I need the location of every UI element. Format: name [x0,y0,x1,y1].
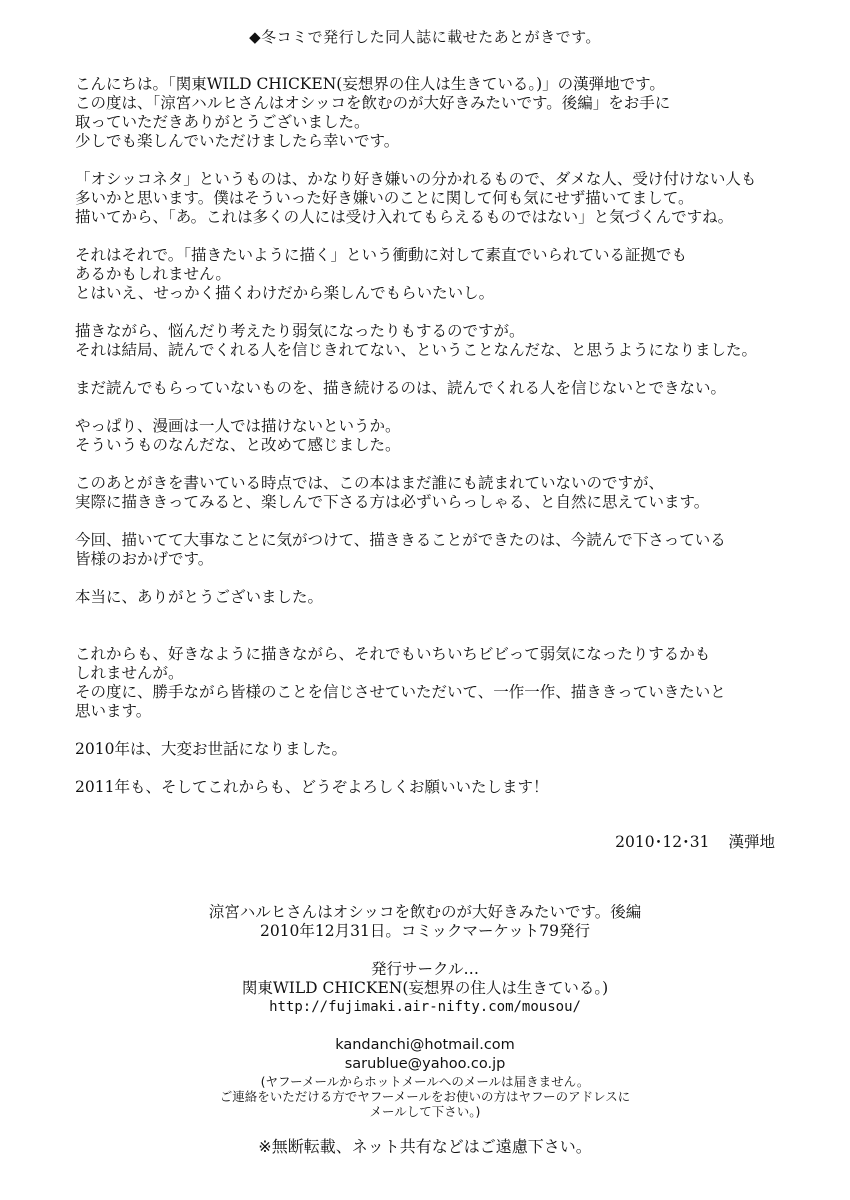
release-info: 2010年12月31日。コミックマーケット79発行 [259,922,591,940]
text-line: 取っていただきありがとうございました。 [75,113,370,131]
page-header: ◆冬コミで発行した同人誌に載せたあとがきです。 [249,28,601,46]
text-line: 2011年も、そしてこれからも、どうぞよろしくお願いいたします！ [75,778,549,796]
paragraph-2011 [75,778,785,797]
paragraph-readers [75,474,785,512]
text-line: このあとがきを書いている時点では、この本はまだ誰にも読まれていないのですが、 [75,474,665,492]
text-line: これからも、好きなように描きながら、それでもいちいちビビって弱気になったりするかも [75,645,711,663]
text-line: 今回、描いてて大事なことに気がつけて、描ききることができたのは、今読んで下さっている [75,531,726,549]
text-line: とはいえ、せっかく描くわけだから楽しんでもらいたいし。 [75,284,495,302]
paragraph-topic [75,170,785,227]
text-line: その度に、勝手ながら皆様のことを信じさせていただいて、一作一作、描ききっていきたいと [75,683,726,701]
paragraph-manga [75,417,785,455]
circle-label: 発行サークル… [370,960,480,978]
paragraph-2010 [75,740,785,759]
website-url: http://fujimaki.air-nifty.com/mousou/ [269,999,581,1015]
text-line: まだ読んでもらっていないものを、描き続けるのは、読んでくれる人を信じないとできない。 [75,379,727,397]
text-line: しれませんが。 [75,664,184,682]
text-line: 描きながら、悩んだり考えたり弱気になったりもするのですが。 [75,322,525,340]
text-line: そういうものなんだな、と改めて感じました。 [75,436,401,454]
text-line: それは結局、読んでくれる人を信じきれてない、ということなんだな、と思うようになりました。 [75,341,758,359]
text-line: 多いかと思います。僕はそういった好き嫌いのことに関して何も気にせず描いてまして。 [75,189,694,207]
contact-note-line: メールして下さい。) [369,1104,481,1119]
paragraph-doubts [75,322,785,360]
text-line: 皆様のおかげです。 [75,550,214,568]
text-line: こんにちは。「関東WILD CHICKEN(妄想界の住人は生きている。)」の漢弾地です。 [75,75,665,93]
email-hotmail: kandanchi@hotmail.com [335,1037,515,1053]
text-line: やっぱり、漫画は一人では描けないというか。 [75,417,401,435]
text-line: それはそれで。「描きたいように描く」という衝動に対して素直でいられている証拠でも [75,246,687,264]
book-title: 涼宮ハルヒさんはオシッコを飲むのが大好きみたいです。後編 [208,903,642,921]
paragraph-future [75,645,785,721]
contact-note-line: (ヤフーメールからホットメールへのメールは届きません。 [260,1074,590,1089]
text-line: この度は、「涼宮ハルヒさんはオシッコを飲むのが大好きみたいです。後編」をお手に [75,94,671,112]
paragraph-gratitude [75,531,785,569]
text-line: 思います。 [75,702,152,720]
colophon [0,903,850,1156]
text-line: 少しでも楽しんでいただけましたら幸いです。 [75,132,400,150]
signature-author: 漢弾地 [728,833,775,851]
afterword-body [75,75,785,816]
paragraph-impulse [75,246,785,303]
email-yahoo: sarublue@yahoo.co.jp [344,1056,506,1072]
text-line: 本当に、ありがとうございました。 [75,588,324,606]
text-line: 「オシッコネタ」というものは、かなり好き嫌いの分かれるもので、ダメな人、受け付けない人も [75,170,757,188]
text-line: 実際に描ききってみると、楽しんで下さる方は必ずいらっしゃる、と自然に思えています。 [75,493,710,511]
signature [615,830,775,852]
contact-note-line: ご連絡をいただける方でヤフーメールをお使いの方はヤフーのアドレスに [219,1089,631,1104]
text-line: 2010年は、大変お世話になりました。 [75,740,347,758]
paragraph-trust [75,379,785,398]
paragraph-greeting [75,75,785,151]
circle-name: 関東WILD CHICKEN(妄想界の住人は生きている。) [241,979,609,997]
paragraph-thanks [75,588,785,607]
text-line: あるかもしれません。 [75,265,231,283]
text-line: 描いてから、「あ。これは多くの人には受け入れてもらえるものではない」と気づくんですね。 [75,208,734,226]
copyright-notice: ※無断転載、ネット共有などはご遠慮下さい。 [258,1137,592,1156]
signature-date: 2010･12･31 [615,833,710,851]
